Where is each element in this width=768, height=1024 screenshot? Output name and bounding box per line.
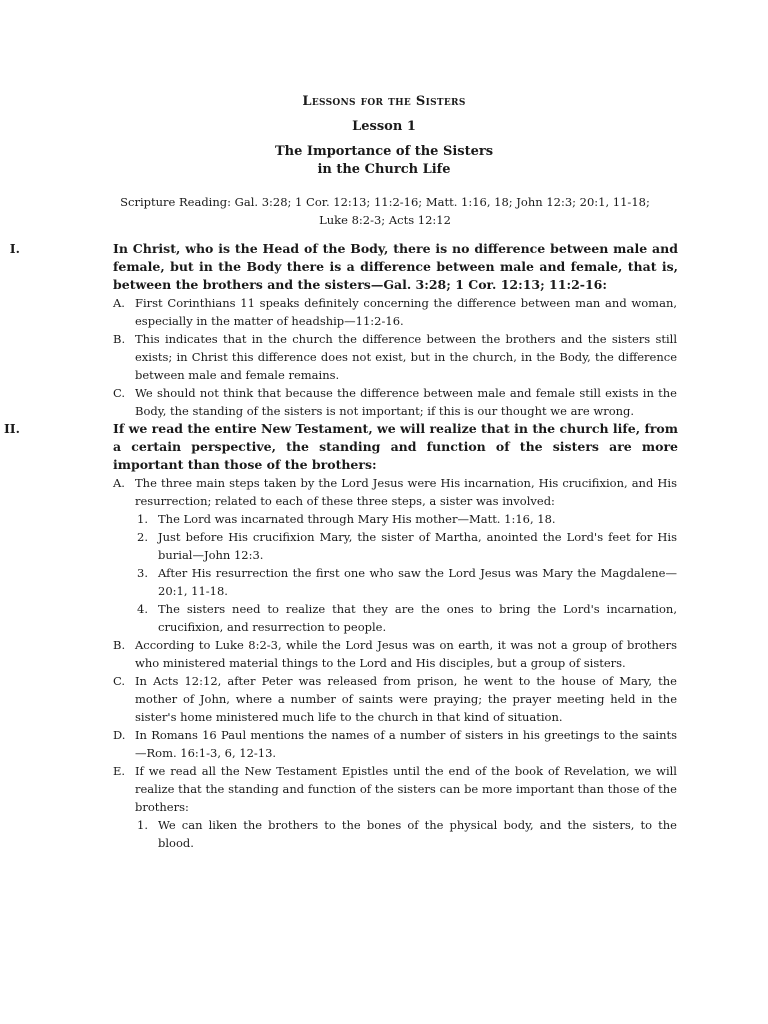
outline-number: I. xyxy=(9,241,20,256)
outline-number: B. xyxy=(113,638,126,652)
outline-number: II. xyxy=(3,421,20,436)
outline-subsubpoint xyxy=(0,510,677,528)
outline-text: We can liken the brothers to the bones of the physical body, and the sisters, to the blood. xyxy=(158,818,677,850)
outline-text: After His resurrection the first one who saw the Lord Jesus was Mary the Magdalene—20:1, 11-18. xyxy=(158,566,677,598)
outline-number: 2. xyxy=(137,530,148,544)
outline-number: B. xyxy=(113,332,126,346)
outline-subpoint xyxy=(0,762,677,816)
lesson-title xyxy=(0,143,768,179)
outline-text: If we read all the New Testament Epistles until the end of the book of Revelation, we will realize that the standing and function of the sisters can be more important than those of the brothers: xyxy=(135,764,677,814)
outline-point xyxy=(0,240,678,294)
outline-subsubpoint xyxy=(0,528,677,564)
outline-number: 3. xyxy=(137,566,148,580)
outline-text: The three main steps taken by the Lord Jesus were His incarnation, His crucifixion, and His resurrection; related to each of these three steps, a sister was involved: xyxy=(135,476,677,508)
outline-subpoint xyxy=(0,384,677,420)
outline-point xyxy=(0,420,678,474)
outline-number: C. xyxy=(113,674,126,688)
outline-number: 1. xyxy=(137,512,148,526)
lesson-number: Lesson 1 xyxy=(352,119,416,134)
scripture-reading xyxy=(112,193,658,229)
outline-text: The sisters need to realize that they are the ones to bring the Lord's incarnation, crucifixion, and resurrection to people. xyxy=(158,602,677,634)
outline-number: A. xyxy=(113,476,125,490)
outline-subpoint xyxy=(0,294,677,330)
outline-text: If we read the entire New Testament, we will realize that in the church life, from a certain perspective, the standing and function of the sisters are more important than those of the brothers: xyxy=(113,421,678,472)
outline-subpoint xyxy=(0,330,677,384)
outline-text: Just before His crucifixion Mary, the sister of Martha, anointed the Lord's feet for His burial—John 12:3. xyxy=(158,530,677,562)
outline-text: First Corinthians 11 speaks definitely concerning the difference between man and woman, especially in the matter of headship—11:2-16. xyxy=(135,296,677,328)
outline-subpoint xyxy=(0,672,677,726)
outline-subpoint xyxy=(0,726,677,762)
outline-number: A. xyxy=(113,296,125,310)
lesson-title-line: The Importance of the Sisters xyxy=(274,144,494,159)
outline-text: In Christ, who is the Head of the Body, there is no difference between male and female, but in the Body there is a difference between male and female, that is, between the brothers and the sisters—Gal. 3:28; 1 Cor. 12:13; 11:2-16: xyxy=(113,241,678,292)
outline-text: We should not think that because the difference between male and female still exists in the Body, the standing of the sisters is not important; if this is our thought we are wrong. xyxy=(135,386,677,418)
outline-text: According to Luke 8:2-3, while the Lord Jesus was on earth, it was not a group of brothers who ministered material things to the Lord and His disciples, but a group of sisters. xyxy=(135,638,677,670)
outline-text: This indicates that in the church the difference between the brothers and the sisters still exists; in Christ this difference does not exist, but in the church, in the Body, the difference between male and female remains. xyxy=(135,332,677,382)
outline-text: The Lord was incarnated through Mary His mother—Matt. 1:16, 18. xyxy=(158,512,556,526)
outline-subsubpoint xyxy=(0,564,677,600)
scripture-reading-line: Luke 8:2-3; Acts 12:12 xyxy=(319,213,451,227)
series-title: Lessons for the Sisters xyxy=(302,94,466,109)
outline-number: C. xyxy=(113,386,126,400)
outline-text: In Acts 12:12, after Peter was released from prison, he went to the house of Mary, the mother of John, where a number of saints were praying; the prayer meeting held in the sister's home ministered much life to the church in that kind of situation. xyxy=(135,674,677,724)
scripture-reading-line: Scripture Reading: Gal. 3:28; 1 Cor. 12:13; 11:2-16; Matt. 1:16, 18; John 12:3; 20:1, 11-18; xyxy=(120,195,650,209)
outline-number: 4. xyxy=(137,602,148,616)
outline-subpoint xyxy=(0,636,677,672)
outline-number: E. xyxy=(113,764,126,778)
outline-number: D. xyxy=(113,728,126,742)
outline xyxy=(0,240,768,852)
outline-text: In Romans 16 Paul mentions the names of a number of sisters in his greetings to the saints—Rom. 16:1-3, 6, 12-13. xyxy=(135,728,677,760)
outline-subpoint xyxy=(0,474,677,510)
outline-subsubpoint xyxy=(0,816,677,852)
outline-number: 1. xyxy=(137,818,148,832)
outline-subsubpoint xyxy=(0,600,677,636)
lesson-title-line: in the Church Life xyxy=(317,162,451,177)
